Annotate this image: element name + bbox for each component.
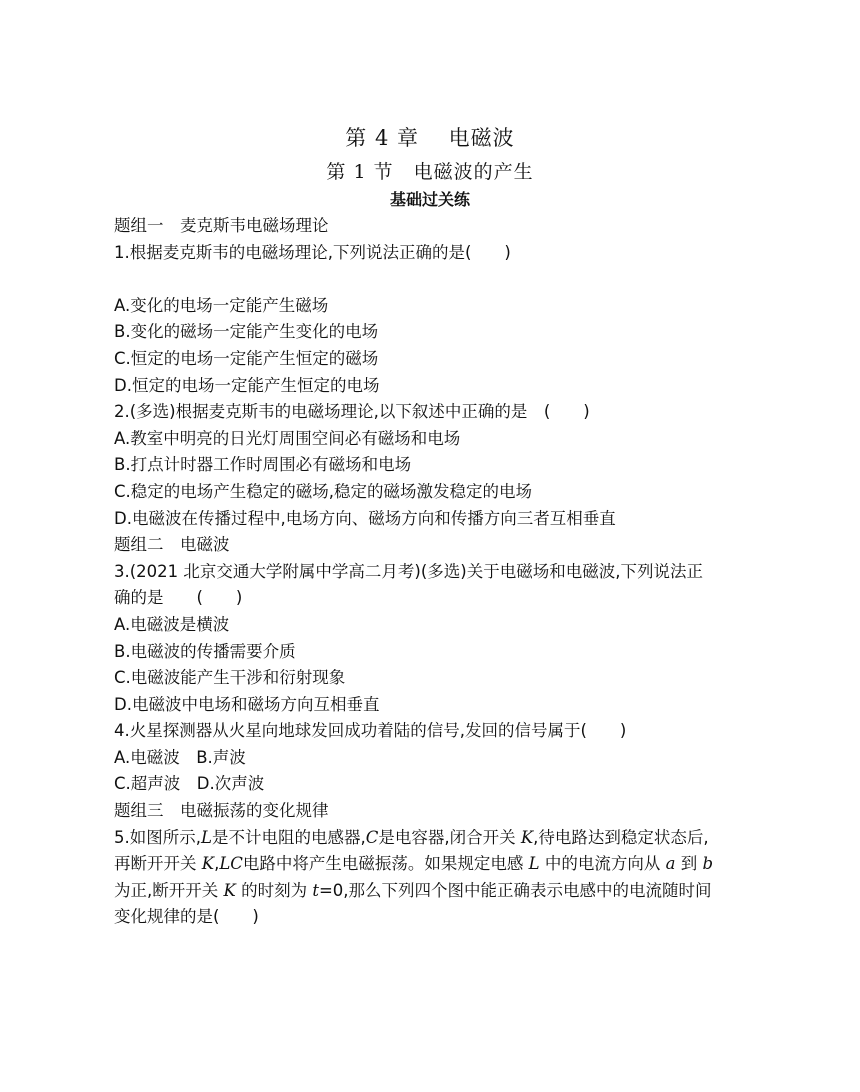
answer-space <box>114 266 754 293</box>
question-3-option-a: A.电磁波是横波 <box>114 614 230 634</box>
question-3-option-b: B.电磁波的传播需要介质 <box>114 641 296 661</box>
group-title-2: 题组二 电磁波 <box>114 535 230 555</box>
question-4-options-ab: A.电磁波 B.声波 <box>114 747 246 767</box>
group-title-3: 题组三 电磁振荡的变化规律 <box>114 801 329 821</box>
question-2-option-d: D.电磁波在传播过程中,电场方向、磁场方向和传播方向三者互相垂直 <box>114 508 616 528</box>
question-2-option-b: B.打点计时器工作时周围必有磁场和电场 <box>114 455 412 475</box>
question-1-option-d: D.恒定的电场一定能产生恒定的电场 <box>114 375 380 395</box>
question-5-line2: 再断开开关 K,LC电路中将产生电磁振荡。如果规定电感 L 中的电流方向从 a 到 b <box>114 854 714 874</box>
chapter-title: 第 4 章 电磁波 <box>345 126 515 150</box>
section-title: 第 1 节 电磁波的产生 <box>326 161 534 183</box>
group-title-1: 题组一 麦克斯韦电磁场理论 <box>114 216 329 235</box>
question-2-option-c: C.稳定的电场产生稳定的磁场,稳定的磁场激发稳定的电场 <box>114 481 533 501</box>
question-2-option-a: A.教室中明亮的日光灯周围空间必有磁场和电场 <box>114 428 461 448</box>
question-3-option-c: C.电磁波能产生干涉和衍射现象 <box>114 668 346 688</box>
question-1-stem: 1.根据麦克斯韦的电磁场理论,下列说法正确的是( ) <box>114 242 511 262</box>
practice-heading: 基础过关练 <box>389 190 470 209</box>
question-body <box>114 213 754 931</box>
question-5-line3: 为正,断开开关 K 的时刻为 t=0,那么下列四个图中能正确表示电感中的电流随时间 <box>114 880 712 900</box>
question-5-line4: 变化规律的是( ) <box>114 907 259 927</box>
question-4-stem: 4.火星探测器从火星向地球发回成功着陆的信号,发回的信号属于( ) <box>114 721 627 741</box>
question-4-options-cd: C.超声波 D.次声波 <box>114 774 265 794</box>
question-3-option-d: D.电磁波中电场和磁场方向互相垂直 <box>114 694 380 714</box>
question-1-option-b: B.变化的磁场一定能产生变化的电场 <box>114 322 379 342</box>
question-5-line1: 5.如图所示,L是不计电阻的电感器,C是电容器,闭合开关 K,待电路达到稳定状态后, <box>114 827 709 847</box>
question-1-option-c: C.恒定的电场一定能产生恒定的磁场 <box>114 348 379 368</box>
question-3-stem-line2: 确的是 ( ) <box>114 588 243 608</box>
question-2-stem: 2.(多选)根据麦克斯韦的电磁场理论,以下叙述中正确的是 ( ) <box>114 402 590 422</box>
question-3-stem-line1: 3.(2021 北京交通大学附属中学高二月考)(多选)关于电磁场和电磁波,下列说法正 <box>114 561 703 581</box>
question-1-option-a: A.变化的电场一定能产生磁场 <box>114 295 329 315</box>
